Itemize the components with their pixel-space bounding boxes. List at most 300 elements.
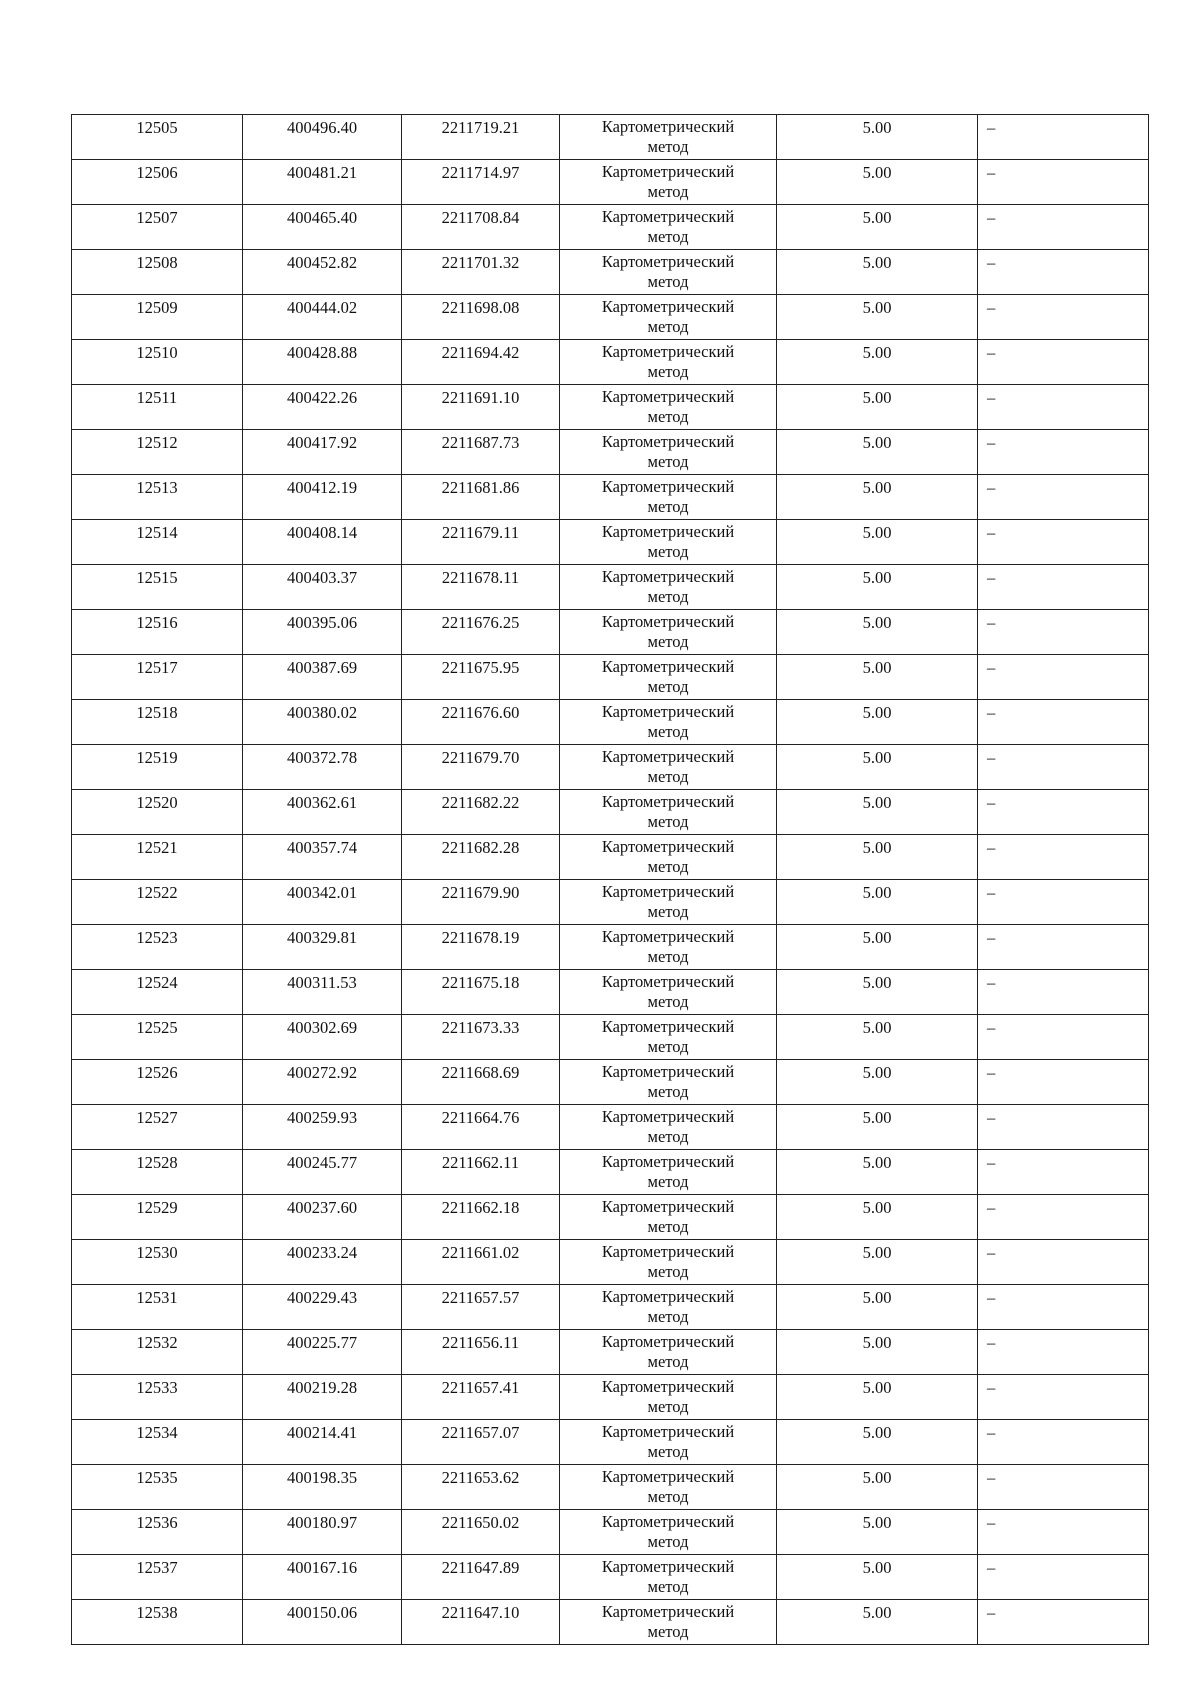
x-coordinate-cell: 400387.69 xyxy=(243,655,402,700)
method-label-line-1: Картометрический xyxy=(601,1287,735,1306)
method-label-line-1: Картометрический xyxy=(601,927,735,946)
method-label-line-2: метод xyxy=(647,227,689,246)
method-label-line-2: метод xyxy=(647,1127,689,1146)
coordinates-table xyxy=(71,114,1149,1645)
method-label-line-2: метод xyxy=(647,857,689,876)
table-row xyxy=(72,1015,1149,1060)
method-label-line-2: метод xyxy=(647,1397,689,1416)
table-row xyxy=(72,745,1149,790)
x-coordinate-cell: 400372.78 xyxy=(243,745,402,790)
method-label-line-1: Картометрический xyxy=(601,1602,735,1621)
note-cell: – xyxy=(978,1465,1149,1510)
accuracy-cell: 5.00 xyxy=(777,295,978,340)
y-coordinate-cell: 2211687.73 xyxy=(402,430,560,475)
point-number-cell: 12524 xyxy=(72,970,243,1015)
method-label-line-2: метод xyxy=(647,947,689,966)
method-cell xyxy=(560,1375,777,1420)
method-cell xyxy=(560,1015,777,1060)
accuracy-cell: 5.00 xyxy=(777,160,978,205)
accuracy-cell: 5.00 xyxy=(777,115,978,160)
accuracy-cell: 5.00 xyxy=(777,1285,978,1330)
note-cell: – xyxy=(978,430,1149,475)
method-label-line-2: метод xyxy=(647,407,689,426)
accuracy-cell: 5.00 xyxy=(777,340,978,385)
y-coordinate-cell: 2211656.11 xyxy=(402,1330,560,1375)
x-coordinate-cell: 400357.74 xyxy=(243,835,402,880)
y-coordinate-cell: 2211661.02 xyxy=(402,1240,560,1285)
y-coordinate-cell: 2211664.76 xyxy=(402,1105,560,1150)
method-label-line-1: Картометрический xyxy=(601,702,735,721)
table-row xyxy=(72,1330,1149,1375)
note-cell: – xyxy=(978,745,1149,790)
method-label-line-1: Картометрический xyxy=(601,1332,735,1351)
table-row xyxy=(72,925,1149,970)
method-label-line-2: метод xyxy=(647,1307,689,1326)
method-label-line-2: метод xyxy=(647,992,689,1011)
method-cell xyxy=(560,1510,777,1555)
table-row xyxy=(72,880,1149,925)
table-row xyxy=(72,655,1149,700)
method-label-line-2: метод xyxy=(647,1352,689,1371)
point-number-cell: 12530 xyxy=(72,1240,243,1285)
method-label-line-2: метод xyxy=(647,1442,689,1461)
x-coordinate-cell: 400452.82 xyxy=(243,250,402,295)
y-coordinate-cell: 2211679.11 xyxy=(402,520,560,565)
method-label-line-2: метод xyxy=(647,182,689,201)
accuracy-cell: 5.00 xyxy=(777,1555,978,1600)
method-cell xyxy=(560,340,777,385)
table-row xyxy=(72,385,1149,430)
point-number-cell: 12520 xyxy=(72,790,243,835)
method-cell xyxy=(560,745,777,790)
y-coordinate-cell: 2211678.19 xyxy=(402,925,560,970)
method-label-line-1: Картометрический xyxy=(601,1467,735,1486)
method-cell xyxy=(560,1330,777,1375)
coordinates-table-body xyxy=(72,115,1149,1645)
accuracy-cell: 5.00 xyxy=(777,1195,978,1240)
y-coordinate-cell: 2211657.41 xyxy=(402,1375,560,1420)
x-coordinate-cell: 400150.06 xyxy=(243,1600,402,1645)
method-label-line-1: Картометрический xyxy=(601,747,735,766)
table-row xyxy=(72,970,1149,1015)
method-cell xyxy=(560,1150,777,1195)
note-cell: – xyxy=(978,475,1149,520)
y-coordinate-cell: 2211668.69 xyxy=(402,1060,560,1105)
y-coordinate-cell: 2211679.90 xyxy=(402,880,560,925)
y-coordinate-cell: 2211679.70 xyxy=(402,745,560,790)
method-label-line-1: Картометрический xyxy=(601,1512,735,1531)
x-coordinate-cell: 400245.77 xyxy=(243,1150,402,1195)
point-number-cell: 12525 xyxy=(72,1015,243,1060)
accuracy-cell: 5.00 xyxy=(777,790,978,835)
method-label-line-2: метод xyxy=(647,587,689,606)
method-cell xyxy=(560,1240,777,1285)
table-row xyxy=(72,1285,1149,1330)
point-number-cell: 12511 xyxy=(72,385,243,430)
method-label-line-1: Картометрический xyxy=(601,657,735,676)
note-cell: – xyxy=(978,835,1149,880)
method-label-line-2: метод xyxy=(647,317,689,336)
method-label-line-1: Картометрический xyxy=(601,477,735,496)
method-label-line-2: метод xyxy=(647,812,689,831)
note-cell: – xyxy=(978,1240,1149,1285)
table-row xyxy=(72,1060,1149,1105)
table-row xyxy=(72,205,1149,250)
table-row xyxy=(72,250,1149,295)
y-coordinate-cell: 2211682.28 xyxy=(402,835,560,880)
method-label-line-2: метод xyxy=(647,497,689,516)
note-cell: – xyxy=(978,115,1149,160)
point-number-cell: 12510 xyxy=(72,340,243,385)
note-cell: – xyxy=(978,1105,1149,1150)
accuracy-cell: 5.00 xyxy=(777,1465,978,1510)
note-cell: – xyxy=(978,1195,1149,1240)
method-label-line-1: Картометрический xyxy=(601,1107,735,1126)
accuracy-cell: 5.00 xyxy=(777,835,978,880)
y-coordinate-cell: 2211681.86 xyxy=(402,475,560,520)
point-number-cell: 12514 xyxy=(72,520,243,565)
y-coordinate-cell: 2211701.32 xyxy=(402,250,560,295)
method-cell xyxy=(560,1420,777,1465)
y-coordinate-cell: 2211675.95 xyxy=(402,655,560,700)
x-coordinate-cell: 400417.92 xyxy=(243,430,402,475)
point-number-cell: 12522 xyxy=(72,880,243,925)
method-label-line-2: метод xyxy=(647,1082,689,1101)
y-coordinate-cell: 2211662.18 xyxy=(402,1195,560,1240)
y-coordinate-cell: 2211708.84 xyxy=(402,205,560,250)
method-cell xyxy=(560,520,777,565)
method-cell xyxy=(560,160,777,205)
x-coordinate-cell: 400465.40 xyxy=(243,205,402,250)
accuracy-cell: 5.00 xyxy=(777,1105,978,1150)
point-number-cell: 12528 xyxy=(72,1150,243,1195)
point-number-cell: 12537 xyxy=(72,1555,243,1600)
method-cell xyxy=(560,1555,777,1600)
accuracy-cell: 5.00 xyxy=(777,655,978,700)
point-number-cell: 12526 xyxy=(72,1060,243,1105)
y-coordinate-cell: 2211714.97 xyxy=(402,160,560,205)
x-coordinate-cell: 400412.19 xyxy=(243,475,402,520)
method-label-line-1: Картометрический xyxy=(601,342,735,361)
y-coordinate-cell: 2211698.08 xyxy=(402,295,560,340)
accuracy-cell: 5.00 xyxy=(777,1330,978,1375)
method-label-line-1: Картометрический xyxy=(601,162,735,181)
table-row xyxy=(72,1105,1149,1150)
method-label-line-1: Картометрический xyxy=(601,792,735,811)
y-coordinate-cell: 2211657.57 xyxy=(402,1285,560,1330)
method-label-line-1: Картометрический xyxy=(601,1197,735,1216)
note-cell: – xyxy=(978,565,1149,610)
x-coordinate-cell: 400237.60 xyxy=(243,1195,402,1240)
y-coordinate-cell: 2211678.11 xyxy=(402,565,560,610)
table-row xyxy=(72,610,1149,655)
method-cell xyxy=(560,205,777,250)
note-cell: – xyxy=(978,1285,1149,1330)
point-number-cell: 12523 xyxy=(72,925,243,970)
y-coordinate-cell: 2211682.22 xyxy=(402,790,560,835)
note-cell: – xyxy=(978,700,1149,745)
method-cell xyxy=(560,1600,777,1645)
accuracy-cell: 5.00 xyxy=(777,565,978,610)
note-cell: – xyxy=(978,520,1149,565)
note-cell: – xyxy=(978,655,1149,700)
note-cell: – xyxy=(978,610,1149,655)
point-number-cell: 12521 xyxy=(72,835,243,880)
method-label-line-1: Картометрический xyxy=(601,1152,735,1171)
y-coordinate-cell: 2211647.89 xyxy=(402,1555,560,1600)
method-label-line-2: метод xyxy=(647,1577,689,1596)
accuracy-cell: 5.00 xyxy=(777,430,978,475)
x-coordinate-cell: 400428.88 xyxy=(243,340,402,385)
x-coordinate-cell: 400481.21 xyxy=(243,160,402,205)
x-coordinate-cell: 400403.37 xyxy=(243,565,402,610)
method-cell xyxy=(560,250,777,295)
table-row xyxy=(72,1375,1149,1420)
point-number-cell: 12515 xyxy=(72,565,243,610)
note-cell: – xyxy=(978,340,1149,385)
table-row xyxy=(72,1150,1149,1195)
method-label-line-2: метод xyxy=(647,1217,689,1236)
method-cell xyxy=(560,700,777,745)
table-row xyxy=(72,1420,1149,1465)
table-row xyxy=(72,115,1149,160)
method-label-line-2: метод xyxy=(647,137,689,156)
point-number-cell: 12531 xyxy=(72,1285,243,1330)
x-coordinate-cell: 400329.81 xyxy=(243,925,402,970)
accuracy-cell: 5.00 xyxy=(777,475,978,520)
point-number-cell: 12507 xyxy=(72,205,243,250)
method-cell xyxy=(560,1285,777,1330)
method-label-line-1: Картометрический xyxy=(601,1377,735,1396)
note-cell: – xyxy=(978,1420,1149,1465)
table-row xyxy=(72,1510,1149,1555)
method-cell xyxy=(560,565,777,610)
method-cell xyxy=(560,1195,777,1240)
table-row xyxy=(72,700,1149,745)
accuracy-cell: 5.00 xyxy=(777,1420,978,1465)
method-label-line-2: метод xyxy=(647,902,689,921)
method-cell xyxy=(560,475,777,520)
method-label-line-1: Картометрический xyxy=(601,432,735,451)
note-cell: – xyxy=(978,1015,1149,1060)
accuracy-cell: 5.00 xyxy=(777,970,978,1015)
method-cell xyxy=(560,655,777,700)
table-row xyxy=(72,790,1149,835)
point-number-cell: 12535 xyxy=(72,1465,243,1510)
note-cell: – xyxy=(978,790,1149,835)
method-cell xyxy=(560,115,777,160)
accuracy-cell: 5.00 xyxy=(777,925,978,970)
note-cell: – xyxy=(978,1060,1149,1105)
method-label-line-1: Картометрический xyxy=(601,252,735,271)
x-coordinate-cell: 400180.97 xyxy=(243,1510,402,1555)
method-label-line-1: Картометрический xyxy=(601,882,735,901)
method-label-line-2: метод xyxy=(647,1037,689,1056)
y-coordinate-cell: 2211691.10 xyxy=(402,385,560,430)
accuracy-cell: 5.00 xyxy=(777,1375,978,1420)
point-number-cell: 12506 xyxy=(72,160,243,205)
note-cell: – xyxy=(978,160,1149,205)
accuracy-cell: 5.00 xyxy=(777,610,978,655)
method-cell xyxy=(560,385,777,430)
note-cell: – xyxy=(978,880,1149,925)
x-coordinate-cell: 400272.92 xyxy=(243,1060,402,1105)
note-cell: – xyxy=(978,1510,1149,1555)
method-label-line-1: Картометрический xyxy=(601,1557,735,1576)
point-number-cell: 12509 xyxy=(72,295,243,340)
accuracy-cell: 5.00 xyxy=(777,880,978,925)
method-label-line-1: Картометрический xyxy=(601,837,735,856)
method-label-line-1: Картометрический xyxy=(601,1017,735,1036)
point-number-cell: 12532 xyxy=(72,1330,243,1375)
method-label-line-2: метод xyxy=(647,767,689,786)
y-coordinate-cell: 2211647.10 xyxy=(402,1600,560,1645)
method-cell xyxy=(560,295,777,340)
y-coordinate-cell: 2211673.33 xyxy=(402,1015,560,1060)
y-coordinate-cell: 2211676.60 xyxy=(402,700,560,745)
accuracy-cell: 5.00 xyxy=(777,1015,978,1060)
table-row xyxy=(72,1555,1149,1600)
point-number-cell: 12529 xyxy=(72,1195,243,1240)
method-cell xyxy=(560,1105,777,1150)
method-label-line-2: метод xyxy=(647,1487,689,1506)
method-label-line-2: метод xyxy=(647,722,689,741)
x-coordinate-cell: 400233.24 xyxy=(243,1240,402,1285)
x-coordinate-cell: 400167.16 xyxy=(243,1555,402,1600)
method-cell xyxy=(560,1465,777,1510)
method-label-line-2: метод xyxy=(647,542,689,561)
x-coordinate-cell: 400311.53 xyxy=(243,970,402,1015)
x-coordinate-cell: 400422.26 xyxy=(243,385,402,430)
method-label-line-2: метод xyxy=(647,272,689,291)
y-coordinate-cell: 2211650.02 xyxy=(402,1510,560,1555)
y-coordinate-cell: 2211662.11 xyxy=(402,1150,560,1195)
accuracy-cell: 5.00 xyxy=(777,700,978,745)
x-coordinate-cell: 400380.02 xyxy=(243,700,402,745)
point-number-cell: 12538 xyxy=(72,1600,243,1645)
method-label-line-1: Картометрический xyxy=(601,1422,735,1441)
accuracy-cell: 5.00 xyxy=(777,1240,978,1285)
note-cell: – xyxy=(978,205,1149,250)
method-cell xyxy=(560,430,777,475)
accuracy-cell: 5.00 xyxy=(777,385,978,430)
table-row xyxy=(72,1195,1149,1240)
accuracy-cell: 5.00 xyxy=(777,745,978,790)
accuracy-cell: 5.00 xyxy=(777,1150,978,1195)
method-label-line-1: Картометрический xyxy=(601,612,735,631)
method-cell xyxy=(560,925,777,970)
y-coordinate-cell: 2211653.62 xyxy=(402,1465,560,1510)
method-cell xyxy=(560,610,777,655)
table-row xyxy=(72,475,1149,520)
method-label-line-1: Картометрический xyxy=(601,1062,735,1081)
method-label-line-1: Картометрический xyxy=(601,207,735,226)
x-coordinate-cell: 400225.77 xyxy=(243,1330,402,1375)
x-coordinate-cell: 400444.02 xyxy=(243,295,402,340)
note-cell: – xyxy=(978,1555,1149,1600)
note-cell: – xyxy=(978,250,1149,295)
accuracy-cell: 5.00 xyxy=(777,520,978,565)
point-number-cell: 12513 xyxy=(72,475,243,520)
table-row xyxy=(72,160,1149,205)
point-number-cell: 12536 xyxy=(72,1510,243,1555)
y-coordinate-cell: 2211657.07 xyxy=(402,1420,560,1465)
method-label-line-1: Картометрический xyxy=(601,387,735,406)
method-cell xyxy=(560,835,777,880)
table-row xyxy=(72,295,1149,340)
method-label-line-2: метод xyxy=(647,362,689,381)
method-label-line-2: метод xyxy=(647,1262,689,1281)
table-row xyxy=(72,340,1149,385)
method-label-line-2: метод xyxy=(647,1172,689,1191)
note-cell: – xyxy=(978,295,1149,340)
accuracy-cell: 5.00 xyxy=(777,1060,978,1105)
table-row xyxy=(72,1240,1149,1285)
method-label-line-2: метод xyxy=(647,677,689,696)
note-cell: – xyxy=(978,925,1149,970)
method-label-line-2: метод xyxy=(647,452,689,471)
note-cell: – xyxy=(978,1375,1149,1420)
point-number-cell: 12534 xyxy=(72,1420,243,1465)
table-row xyxy=(72,430,1149,475)
method-label-line-2: метод xyxy=(647,1622,689,1641)
point-number-cell: 12533 xyxy=(72,1375,243,1420)
method-label-line-1: Картометрический xyxy=(601,567,735,586)
x-coordinate-cell: 400219.28 xyxy=(243,1375,402,1420)
method-label-line-2: метод xyxy=(647,632,689,651)
accuracy-cell: 5.00 xyxy=(777,205,978,250)
method-cell xyxy=(560,1060,777,1105)
note-cell: – xyxy=(978,1150,1149,1195)
table-row xyxy=(72,1600,1149,1645)
point-number-cell: 12508 xyxy=(72,250,243,295)
x-coordinate-cell: 400214.41 xyxy=(243,1420,402,1465)
table-row xyxy=(72,1465,1149,1510)
point-number-cell: 12518 xyxy=(72,700,243,745)
table-row xyxy=(72,835,1149,880)
table-row xyxy=(72,520,1149,565)
point-number-cell: 12517 xyxy=(72,655,243,700)
method-label-line-1: Картометрический xyxy=(601,1242,735,1261)
note-cell: – xyxy=(978,385,1149,430)
method-label-line-1: Картометрический xyxy=(601,117,735,136)
accuracy-cell: 5.00 xyxy=(777,1510,978,1555)
y-coordinate-cell: 2211719.21 xyxy=(402,115,560,160)
method-cell xyxy=(560,970,777,1015)
method-label-line-1: Картометрический xyxy=(601,522,735,541)
method-cell xyxy=(560,790,777,835)
accuracy-cell: 5.00 xyxy=(777,1600,978,1645)
x-coordinate-cell: 400302.69 xyxy=(243,1015,402,1060)
method-label-line-1: Картометрический xyxy=(601,972,735,991)
method-label-line-2: метод xyxy=(647,1532,689,1551)
y-coordinate-cell: 2211675.18 xyxy=(402,970,560,1015)
x-coordinate-cell: 400259.93 xyxy=(243,1105,402,1150)
x-coordinate-cell: 400362.61 xyxy=(243,790,402,835)
x-coordinate-cell: 400395.06 xyxy=(243,610,402,655)
method-cell xyxy=(560,880,777,925)
point-number-cell: 12519 xyxy=(72,745,243,790)
x-coordinate-cell: 400198.35 xyxy=(243,1465,402,1510)
x-coordinate-cell: 400496.40 xyxy=(243,115,402,160)
note-cell: – xyxy=(978,970,1149,1015)
point-number-cell: 12505 xyxy=(72,115,243,160)
note-cell: – xyxy=(978,1600,1149,1645)
x-coordinate-cell: 400229.43 xyxy=(243,1285,402,1330)
method-label-line-1: Картометрический xyxy=(601,297,735,316)
point-number-cell: 12512 xyxy=(72,430,243,475)
x-coordinate-cell: 400342.01 xyxy=(243,880,402,925)
